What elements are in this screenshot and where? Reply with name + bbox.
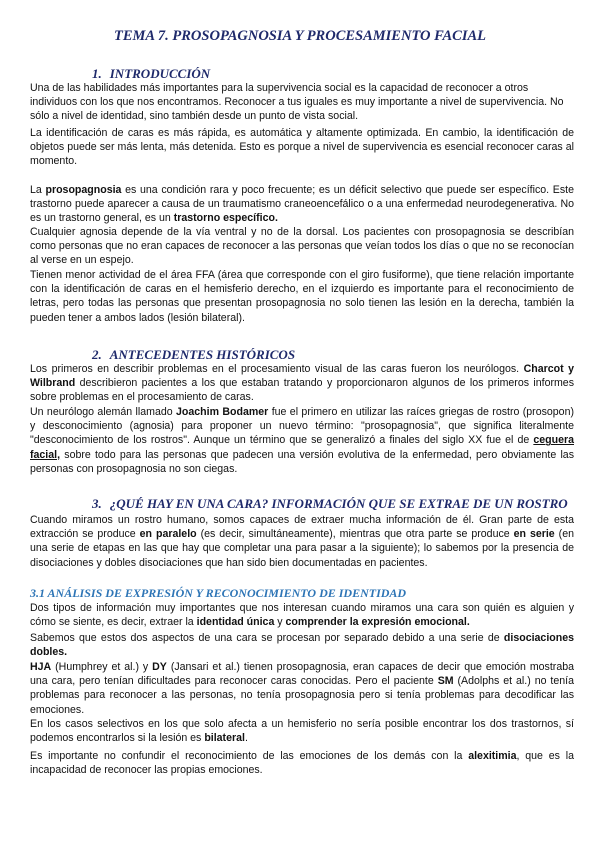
term-prosopagnosia: prosopagnosia — [45, 184, 122, 196]
paragraph: Es importante no confundir el reconocimiento de las emociones de los demás con la alexitimia, que es la incapacidad de reconocer las propias emociones. — [30, 750, 574, 777]
section-number: 1. — [92, 66, 102, 81]
section-number: 3. — [92, 496, 102, 511]
term-joachim-bodamer: Joachim Bodamer — [176, 406, 269, 418]
term-en-paralelo: en paralelo — [139, 528, 197, 541]
term-expresion-emocional: comprender la expresión emocional. — [285, 616, 470, 629]
section-title: ANTECEDENTES HISTÓRICOS — [109, 347, 296, 362]
paragraph: En los casos selectivos en los que solo afecta a un hemisferio no sería posible encontrar los dos trastornos, sí podemos encontrarlos si la lesión es bilateral. — [30, 718, 574, 745]
term-en-serie: en serie — [513, 528, 555, 541]
document-title: TEMA 7. PROSOPAGNOSIA Y PROCESAMIENTO FACIAL — [113, 28, 486, 44]
paragraph: Sabemos que estos dos aspectos de una cara se procesan por separado debido a una serie de disociaciones dobles. — [30, 632, 574, 659]
section-2-heading — [92, 347, 295, 363]
term-hja: HJA — [30, 661, 52, 673]
section-title: ¿QUÉ HAY EN UNA CARA? INFORMACIÓN QUE SE EXTRAE DE UN ROSTRO — [109, 496, 568, 511]
term-identidad-unica: identidad única — [196, 616, 275, 629]
paragraph: La prosopagnosia es una condición rara y poco frecuente; es un déficit selectivo que puede ser específico. Este trastorno puede aparecer a causa de un traumatismo craneoencefálico o a una enfermedad neurodegenerativa. No es un trastorno general, es un trastorno específico. — [30, 184, 574, 225]
term-dy: DY — [152, 661, 167, 673]
term-disociaciones-dobles: disociaciones dobles. — [30, 632, 574, 659]
section-number: 2. — [92, 347, 102, 362]
term-ceguera-facial: ceguera facial, — [30, 434, 574, 461]
term-trastorno-especifico: trastorno específico. — [173, 212, 278, 225]
paragraph: Los primeros en describir problemas en el procesamiento visual de las caras fueron los neurólogos. Charcot y Wilbrand describieron pacientes a los que estaban tratando y proporcionaron algunos de los primeros informes sobre problemas en el procesamiento de caras. — [30, 363, 574, 404]
paragraph: HJA (Humphrey et al.) y DY (Jansari et al.) tienen prosopagnosia, eran capaces de decir que emoción mostraba una cara, pero tenían dificultades para reconocer caras conocidas. Pero el paciente SM (Adolphs et al.) no tenía problemas para reconocer a las personas, no tenía prosopagnosia pero si tenía problemas para decodificar las emociones. — [30, 661, 574, 716]
term-bilateral: bilateral — [204, 732, 245, 745]
section-3-heading — [92, 496, 568, 512]
paragraph: Cualquier agnosia depende de la vía ventral y no de la dorsal. Los pacientes con prosopagnosia se describían como personas que no eran capaces de reconocer a las personas que veían todos los días o que no se reconocían al verse en un espejo. — [30, 226, 574, 267]
term-alexitimia: alexitimia — [468, 750, 517, 762]
term-sm: SM — [437, 675, 454, 688]
paragraph: Tienen menor actividad de el área FFA (área que corresponde con el giro fusiforme), que tiene relación importante con la identificación de caras en el hemisferio derecho, en el izquierdo es importante para el reconocimiento de letras, pero todas las personas que presentan prosopagnosia no solo tienen las lesión en la derecha, también la pueden tener a ambos lados (lesión bilateral). — [30, 269, 574, 324]
term-charcot-wilbrand: Charcot y Wilbrand — [30, 363, 574, 390]
section-1-heading — [92, 66, 210, 82]
paragraph: Dos tipos de información muy importantes que nos interesan cuando miramos una cara son quién es alguien y cómo se siente, es decir, extraer la identidad única y comprender la expresión emocional. — [30, 602, 574, 629]
paragraph: Cuando miramos un rostro humano, somos capaces de extraer mucha información de él. Gran parte de esta extracción se produce en paralelo (es decir, simultáneamente), mientras que otra parte se produce en serie (en una serie de etapas en las que hay que completar una para pasar a la siguiente); lo sabemos por la presencia de disociaciones y dobles disociaciones que han sido bien documentadas en pacientes. — [30, 514, 574, 569]
subsection-3-1-heading: 3.1 ANÁLISIS DE EXPRESIÓN Y RECONOCIMIENTO DE IDENTIDAD — [30, 586, 407, 600]
paragraph: La identificación de caras es más rápida, es automática y altamente optimizada. En cambio, la identificación de objetos puede ser más lenta, más detenida. Esto es porque a nivel de supervivencia es esencial reconocer caras al momento. — [30, 127, 574, 168]
section-title: INTRODUCCIÓN — [109, 66, 211, 81]
paragraph: Un neurólogo alemán llamado Joachim Bodamer fue el primero en utilizar las raíces griegas de rostro (prosopon) y desconocimiento (agnosia) para proponer un nuevo término: "prosopagnosia", que significa literalmente "desconocimiento de los rostros". Aunque un término que se generalizó a finales del siglo XX fue el de ceguera facial, sobre todo para las personas que padecen una versión evolutiva de la enfermedad, pero obviamente las personas con prosopagnosia no son ciegas. — [30, 406, 574, 475]
paragraph: Una de las habilidades más importantes para la supervivencia social es la capacidad de reconocer a otros individuos con los que nos encontramos. Reconocer a tus iguales es muy importante a nivel de supervivencia. No sólo a nivel de identidad, sino también desde un punto de vista social. — [30, 82, 564, 123]
